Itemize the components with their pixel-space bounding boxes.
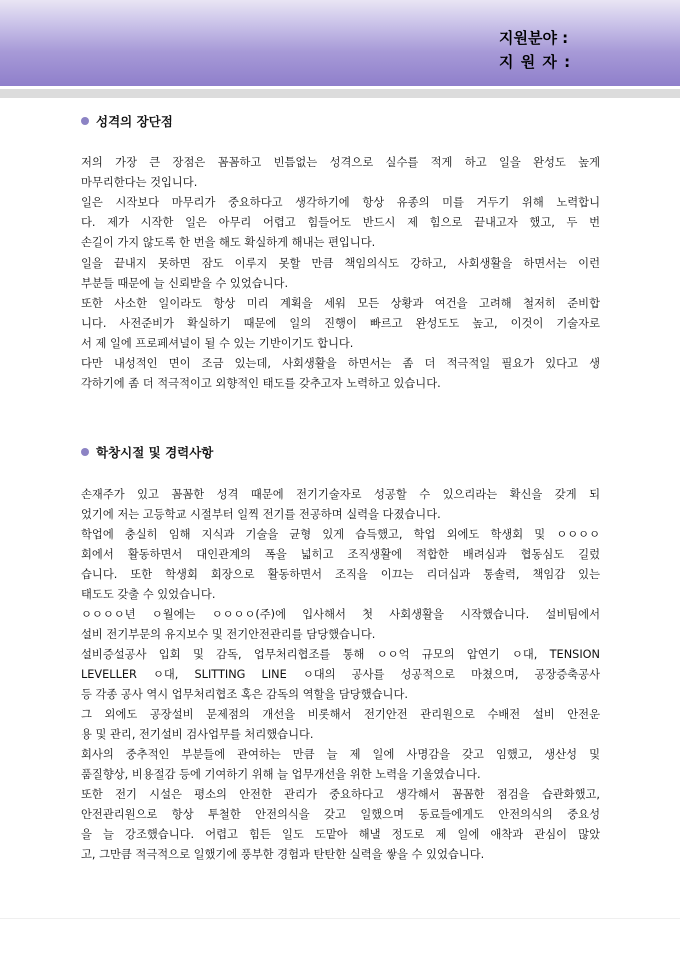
section-heading-personality (81, 112, 173, 130)
paragraph-line: 저의 가장 큰 장점은 꼼꼼하고 빈틈없는 성격으로 실수를 적게 하고 일을 완성도 높게 (81, 156, 600, 169)
paragraph-line: 설비증설공사 입회 및 감독, 업무처리협조를 통해 ㅇㅇ억 규모의 압연기 ㅇ대, TENSION (81, 648, 600, 661)
section-title: 학창시절 및 경력사항 (96, 445, 214, 460)
paragraph-line: 안전관리원으로 항상 투철한 안전의식을 갖고 일했으며 동료들에게도 안전의식의 중요성 (81, 808, 600, 821)
paragraph-line: 손길이 가지 않도록 한 번을 해도 확실하게 해내는 편입니다. (81, 236, 376, 249)
applicant-name-label: 지 원 자 : (499, 53, 572, 71)
paragraph-line: 회사의 중추적인 부분들에 관여하는 만큼 늘 제 일에 사명감을 갖고 임했고, 생산성 및 (81, 748, 600, 761)
paragraph-line: 각하기에 좀 더 적극적이고 외향적인 태도를 갖추고자 노력하고 있습니다. (81, 377, 441, 390)
paragraph-line: 일을 끝내지 못하면 잠도 이루지 못할 만큼 책임의식도 강하고, 사회생활을 하면서는 이런 (81, 257, 600, 270)
bullet-icon (81, 448, 89, 456)
bullet-icon (81, 117, 89, 125)
footer-divider (0, 918, 680, 919)
paragraph-line: 서 제 일에 프로페셔널이 될 수 있는 기반이기도 합니다. (81, 337, 354, 350)
section-title: 성격의 장단점 (96, 114, 173, 129)
paragraph-line: 습니다. 또한 학생회 회장으로 활동하면서 조직을 이끄는 리더십과 통솔력, 책임감 있는 (81, 568, 600, 581)
paragraph-line: 학업에 충실히 임해 지식과 기술을 균형 있게 습득했고, 학업 외에도 학생회 및 ㅇㅇㅇㅇ (81, 528, 600, 541)
paragraph-line: 용 및 관리, 전기설비 검사업무를 처리했습니다. (81, 728, 314, 741)
header-divider (0, 89, 680, 98)
paragraph-line: 일은 시작보다 마무리가 중요하다고 생각하기에 항상 유종의 미를 거두기 위해 노력합니 (81, 196, 600, 209)
paragraph-line: 다. 제가 시작한 일은 아무리 어렵고 힘들어도 반드시 제 힘으로 끝내고자 했고, 두 번 (81, 216, 600, 229)
paragraph-line: 었기에 저는 고등학교 시절부터 일찍 전기를 전공하며 실력을 다졌습니다. (81, 508, 441, 521)
paragraph-line: 부분들 때문에 늘 신뢰받을 수 있었습니다. (81, 277, 289, 290)
paragraph-line: ㅇㅇㅇㅇ년 ㅇ월에는 ㅇㅇㅇㅇ(주)에 입사해서 첫 사회생활을 시작했습니다. 설비팀에서 (81, 608, 600, 621)
application-field-label: 지원분야 : (499, 29, 569, 47)
paragraph-line: 고, 그만큼 적극적으로 일했기에 풍부한 경험과 탄탄한 실력을 쌓을 수 있었습니다. (81, 848, 485, 861)
paragraph-line: 또한 사소한 일이라도 항상 미리 계획을 세워 모든 상황과 여건을 고려해 철저히 준비합 (81, 297, 600, 310)
paragraph-line: 회에서 활동하면서 대인관계의 폭을 넓히고 조직생활에 적합한 배려심과 협동심도 길렀 (81, 548, 600, 561)
paragraph-line: 품질향상, 비용절감 등에 기여하기 위해 늘 업무개선을 위한 노력을 기울였습니다. (81, 768, 481, 781)
header-banner (0, 0, 680, 86)
paragraph-line: 설비 전기부문의 유지보수 및 전기안전관리를 담당했습니다. (81, 628, 376, 641)
paragraph-line: 또한 전기 시설은 평소의 안전한 관리가 중요하다고 생각해서 꼼꼼한 점검을 습관화했고, (81, 788, 600, 801)
paragraph-line: 마무리한다는 것입니다. (81, 176, 198, 189)
paragraph-line: 다만 내성적인 면이 조금 있는데, 사회생활을 하면서는 좀 더 적극적일 필요가 있다고 생 (81, 357, 600, 370)
paragraph-line: 그 외에도 공장설비 문제점의 개선을 비롯해서 전기안전 관리원으로 수배전 설비 안전운 (81, 708, 600, 721)
paragraph-line: 손재주가 있고 꼼꼼한 성격 때문에 전기기술자로 성공할 수 있으리라는 확신을 갖게 되 (81, 488, 600, 501)
section-heading-education-career (81, 443, 213, 461)
paragraph-line: 을 늘 강조했습니다. 어렵고 힘든 일도 도맡아 해낼 정도로 제 일에 애착과 관심이 많았 (81, 828, 600, 841)
paragraph-line: LEVELLER ㅇ대, SLITTING LINE ㅇ대의 공사를 성공적으로 마쳤으며, 공장증축공사 (81, 668, 600, 681)
paragraph-line: 태도도 갖출 수 있었습니다. (81, 588, 216, 601)
paragraph-line: 등 각종 공사 역시 업무처리협조 혹은 감독의 역할을 담당했습니다. (81, 688, 408, 701)
paragraph-line: 니다. 사전준비가 확실하기 때문에 일의 진행이 빠르고 완성도도 높고, 이것이 기술자로 (81, 317, 600, 330)
